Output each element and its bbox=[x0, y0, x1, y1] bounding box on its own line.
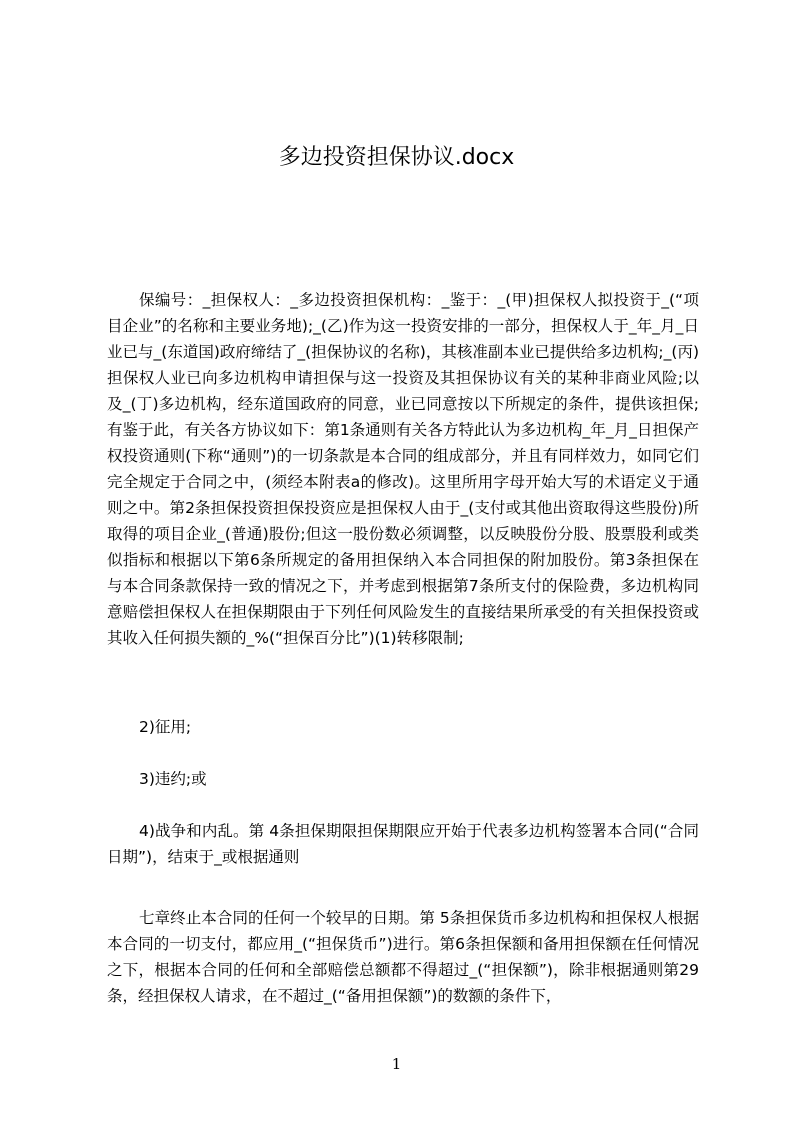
body-paragraph-5: 七章终止本合同的任何一个较早的日期。第 5条担保货币多边机构和担保权人根据本合同的一切支付，都应用_(“担保货币”)进行。第6条担保额和备用担保额在任何情况之下，根据本合同的任何和全部赔偿总额都不得超过_(“担保额”)，除非根据通则第29条，经担保权人请求，在不超过_(“备用担保额”)的数额的条件下， bbox=[107, 909, 699, 1005]
page-number: 1 bbox=[391, 1055, 402, 1073]
document-title: 多边投资担保协议.docx bbox=[278, 145, 515, 170]
body-paragraph-4: 4)战争和内乱。第 4条担保期限担保期限应开始于代表多边机构签署本合同(“合同日期”)，结束于_或根据通则 bbox=[107, 822, 699, 866]
body-paragraph-3: 3)违约;或 bbox=[139, 770, 207, 788]
body-paragraph-2: 2)征用; bbox=[139, 718, 192, 736]
body-paragraph-1: 保编号：_担保权人：_多边投资担保机构：_鉴于：_(甲)担保权人拟投资于_(“项目企业”的名称和主要业务地);_(乙)作为这一投资安排的一部分，担保权人于_年_月_日业已与_(东道国)政府缔结了_(担保协议的名称)，其核准副本业已提供给多边机构;_(丙)担保权人业已向多边机构申请担保与这一投资及其担保协议有关的某种非商业风险;以及_(丁)多边机构，经东道国政府的同意，业已同意按以下所规定的条件，提供该担保;有鉴于此，有关各方协议如下：第1条通则有关各方特此认为多边机构_年_月_日担保产权投资通则(下称“通则”)的一切条款是本合同的组成部分，并且有同样效力，如同它们完全规定于合同之中，(须经本附表a的修改)。这里所用字母开始大写的术语定义于通则之中。第2条担保投资担保投资应是担保权人由于_(支付或其他出资取得这些股份)所取得的项目企业_(普通)股份;但这一股份数必须调整，以反映股份分股、股票股利或类似指标和根据以下第6条所规定的备用担保纳入本合同担保的附加股份。第3条担保在与本合同条款保持一致的情况之下，并考虑到根据第7条所支付的保险费，多边机构同意赔偿担保权人在担保期限由于下列任何风险发生的直接结果所承受的有关担保投资或其收入任何损失额的_%(“担保百分比”)(1)转移限制; bbox=[107, 291, 699, 647]
